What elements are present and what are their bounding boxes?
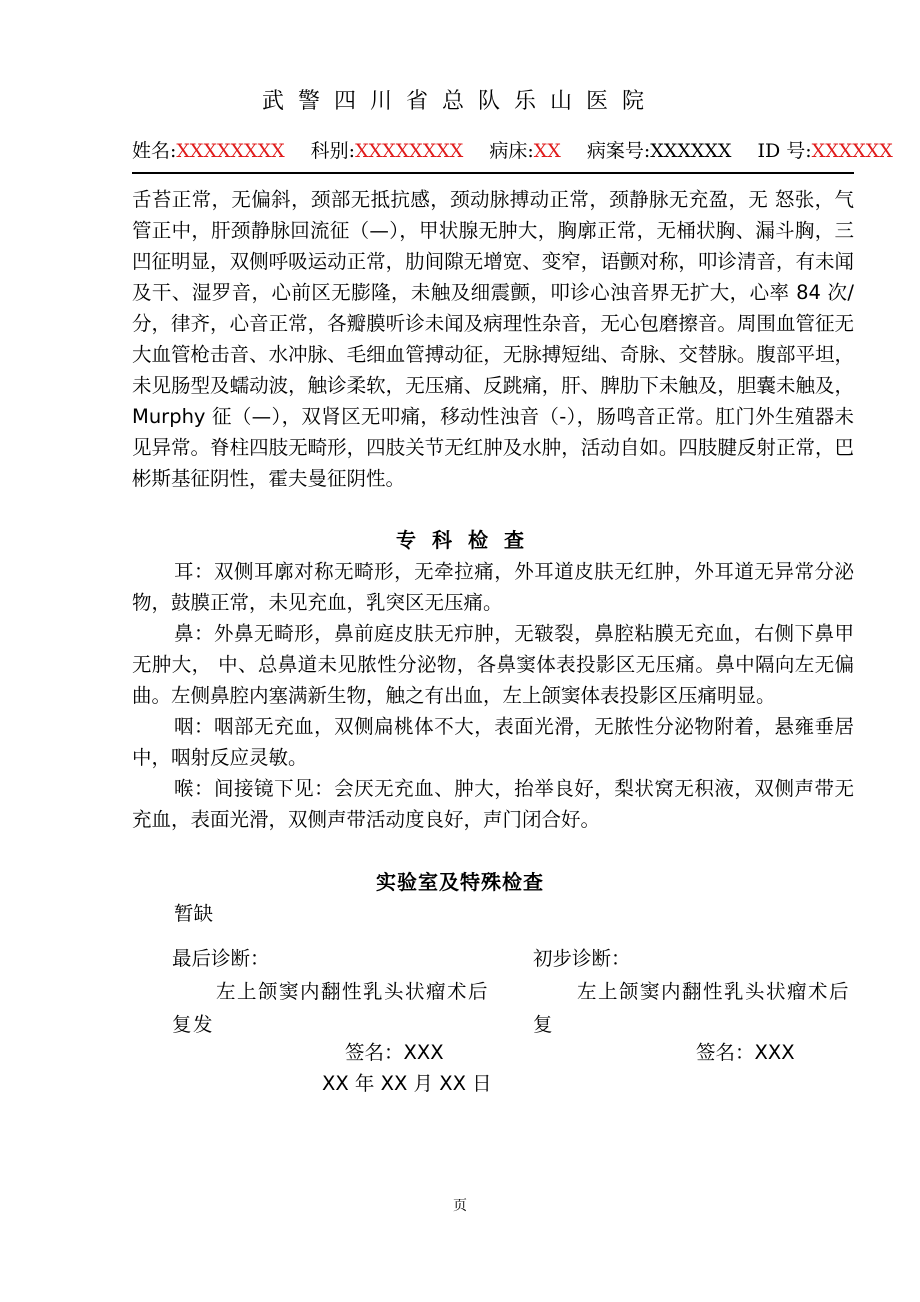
lab-exam-text: 暂缺 [174,902,214,925]
bed-value: XX [533,140,561,162]
signature-date: XX 年 XX 月 XX 日 [322,1072,492,1095]
patient-info-line [132,136,893,163]
specialty-exam-heading: 专科检查 [396,528,540,552]
signature-right: 签名：XXX [696,1041,795,1064]
dept-value: XXXXXXXX [355,140,464,162]
larynx-exam-text: 喉：间接镜下见：会厌无充血、肿大，抬举良好，梨状窝无积液，双侧声带无充血，表面光滑，双侧声带活动度良好，声门闭合好。 [132,777,854,831]
pharynx-exam-text: 咽：咽部无充血，双侧扁桃体不大，表面光滑，无脓性分泌物附着，悬雍垂居中，咽射反应灵敏。 [132,715,854,769]
header-divider [132,172,854,174]
page-footer: 页 [453,1198,467,1214]
initial-diagnosis-label: 初步诊断： [533,947,631,970]
dept-label: 科别: [310,140,356,162]
final-diagnosis-text: 左上颌窦内翻性乳头状瘤术后复发 [172,980,490,1036]
case-number-value: XXXXXX [650,140,732,162]
name-label: 姓名: [132,140,177,162]
final-diagnosis [172,942,502,1041]
initial-diagnosis [533,942,863,1041]
general-exam-text: 舌苔正常，无偏斜，颈部无抵抗感，颈动脉搏动正常，颈静脉无充盈，无 怒张，气管正中，肝颈静脉回流征（—），甲状腺无肿大，胸廓正常，无桶状胸、漏斗胸，三凹征明显，双侧呼吸运动正常，肋间隙无增宽、变窄，语颤对称，叩诊清音，有未闻及干、湿罗音，心前区无膨隆，未触及细震颤，叩诊心浊音界无扩大，心率 84 次/分，律齐，心音正常，各瓣膜听诊未闻及病理性杂音，无心包磨擦音。周围血管征无大血管枪击音、水冲脉、毛细血管搏动征，无脉搏短绌、奇脉、交替脉。腹部平坦，未见肠型及蠕动波，触诊柔软，无压痛、反跳痛，肝、脾肋下未触及，胆囊未触及，Murphy 征（—），双肾区无叩痛，移动性浊音（-），肠鸣音正常。肛门外生殖器未见异常。脊柱四肢无畸形，四肢关节无红肿及水肿，活动自如。四肢腱反射正常，巴彬斯基征阴性，霍夫曼征阴性。 [132,188,854,490]
id-value: XXXXXX [811,140,893,162]
specialty-exam-section [132,556,854,835]
bed-label: 病床: [489,140,534,162]
ear-exam-text: 耳：双侧耳廓对称无畸形，无牵拉痛，外耳道皮肤无红肿，外耳道无异常分泌物，鼓膜正常，未见充血，乳突区无压痛。 [132,560,854,614]
nose-exam-text: 鼻：外鼻无畸形，鼻前庭皮肤无疖肿，无皲裂，鼻腔粘膜无充血，右侧下鼻甲无肿大， 中、总鼻道未见脓性分泌物，各鼻窦体表投影区无压痛。鼻中隔向左无偏曲。左侧鼻腔内塞满新生物，触之有出血，左上颌窦体表投影区压痛明显。 [132,622,854,707]
name-value: XXXXXXXX [176,140,285,162]
initial-diagnosis-text: 左上颌窦内翻性乳头状瘤术后复 [533,980,851,1036]
lab-exam-heading: 实验室及特殊检查 [376,870,544,894]
hospital-title: 武警四川省总队乐山医院 [261,89,658,114]
id-label: ID 号: [757,140,812,162]
signature-left: 签名：XXX [345,1041,444,1064]
case-number-label: 病案号: [586,140,651,162]
final-diagnosis-label: 最后诊断： [172,947,270,970]
